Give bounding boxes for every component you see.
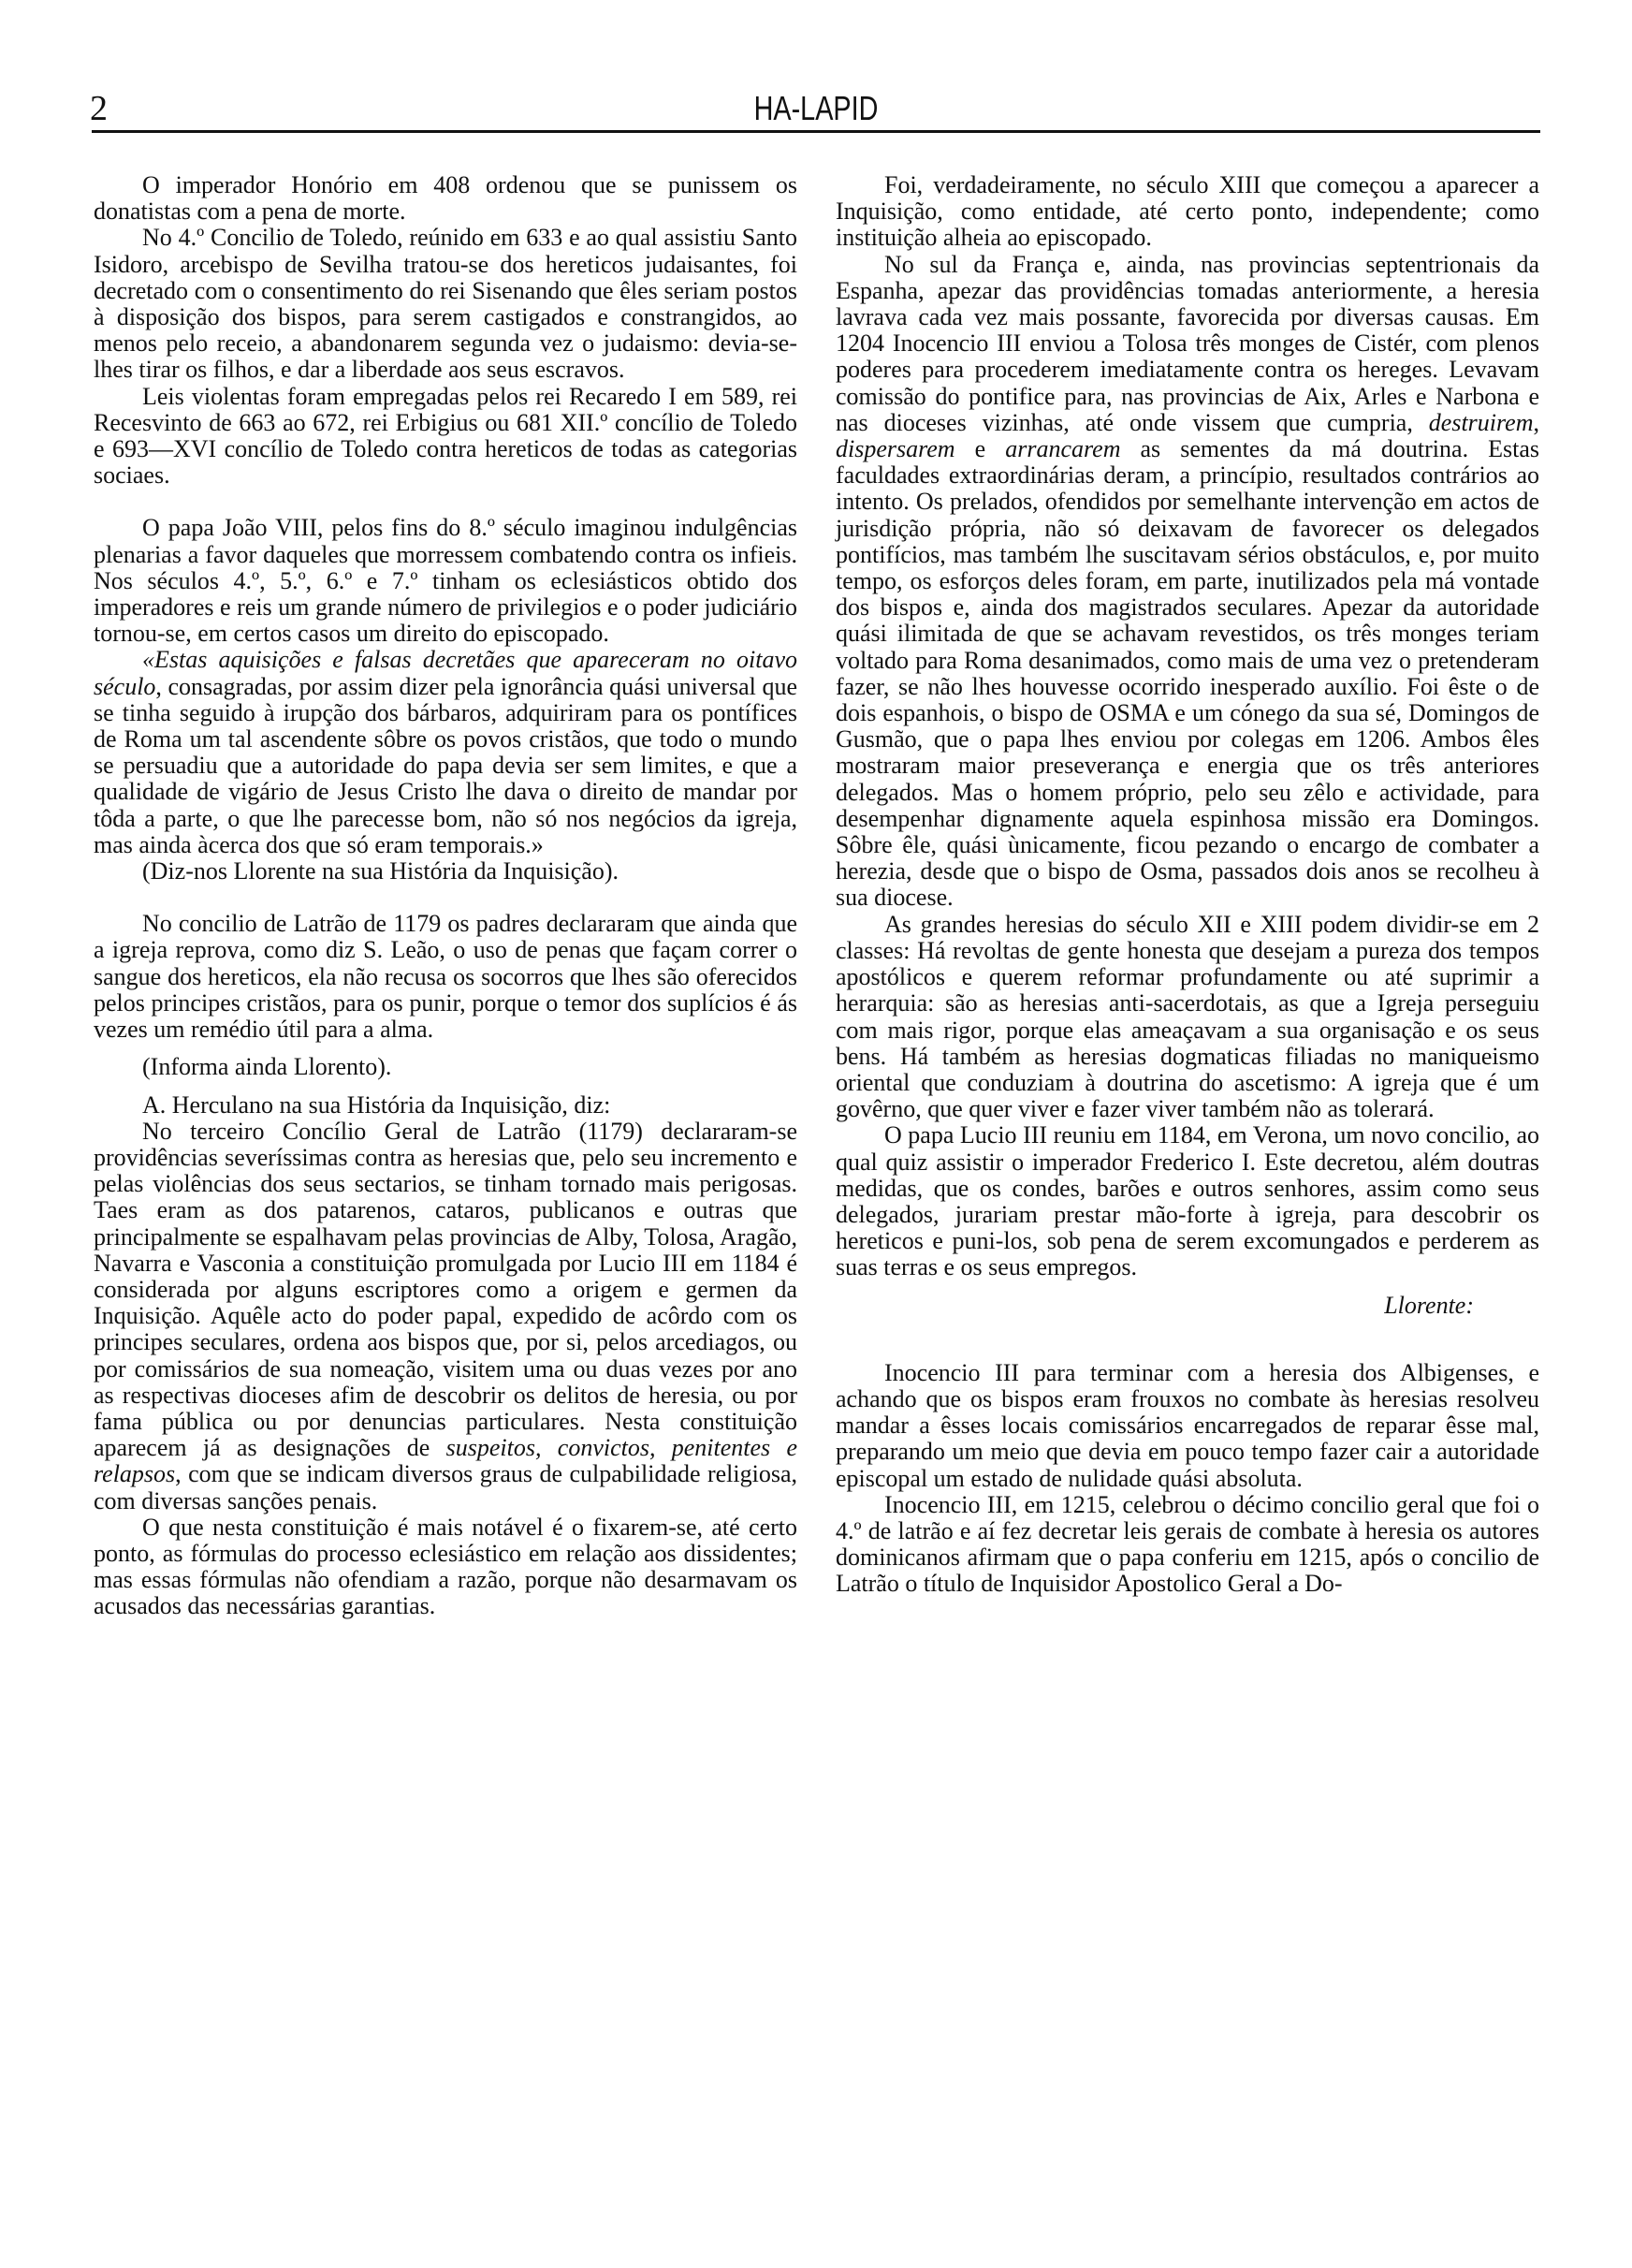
italic-phrase: «Estas aquisições e falsas decretães que apareceram no oitavo século xyxy=(94,646,797,700)
paragraph xyxy=(836,252,1539,912)
page-number: 2 xyxy=(90,89,108,128)
quote-paragraph xyxy=(94,1119,797,1514)
text-run: No terceiro Concílio Geral de Latrão (1179) declararam-se providências severíssimas contra as heresias que, pelo seu incremento e pelas violências dos seus sectarios, se tinham tornado mais perigosas. Taes eram as dos patarenos, cataros, publicanos e outras que principalmente se espalhavam pelas provincias de Alby, Tolosa, Aragão, Navarra e Vasconia a constituição promulgada por Lucio III em 1184 é considerada por alguns escriptores como a origem e germen da Inquisição. Aquêle acto do poder papal, expedido de acôrdo com os principes seculares, ordena aos bispos que, por si, pelos arcediagos, ou por comissários de sua nomeação, visitem uma ou duas vezes por ano as respectivas dioceses afim de descobrir os delitos de heresia, ou por fama pública ou por denuncias particulares. Nesta constituição aparecem já as designações de xyxy=(94,1117,797,1462)
paragraph: O imperador Honório em 408 ordenou que se punissem os donatistas com a pena de morte. xyxy=(94,171,797,226)
paragraph: O papa Lucio III reuniu em 1184, em Verona, um novo concilio, ao qual quiz assistir o imperador Frederico I. Este decretou, além doutras medidas, que os condes, barões e outros senhores, assim como seus delegados, jurariam prestar mão-forte à igreja, para descobrir os hereticos e puni-los, sob pena de serem excomungados e perderem as suas terras e os seus empregos. xyxy=(836,1121,1539,1281)
left-column xyxy=(94,172,797,1620)
paragraph: Foi, verdadeiramente, no século XIII que começou a aparecer a Inquisição, como entidade, até certo ponto, independente; como instituição alheia ao episcopado. xyxy=(836,171,1539,252)
paragraph: A. Herculano na sua História da Inquisição, diz: xyxy=(142,1090,611,1119)
paragraph: No 4.º Concilio de Toledo, reúnido em 633 e ao qual assistiu Santo Isidoro, arcebispo de Sevilha tratou-se dos hereticos judaisantes, foi decretado com o consentimento do rei Sisenando que êles seriam postos à disposição dos bispos, para serem castigados e constrangidos, ao menos pelo receio, a abandonarem segunda vez o judaismo: devia-se-lhes tirar os filhos, e dar a liberdade aos seus escravos. xyxy=(94,224,797,384)
citation: (Diz-nos Llorente na sua História da Inquisição). xyxy=(142,857,619,885)
paragraph: No concilio de Latrão de 1179 os padres declararam que ainda que a igreja reprova, como diz S. Leão, o uso de penas que façam correr o sangue dos hereticos, ela não recusa os socorros que lhes são oferecidos pelos principes cristãos, para os punir, porque o temor dos suplícios é ás vezes um remédio útil para a alma. xyxy=(94,910,797,1044)
italic-phrase: arrancarem xyxy=(1005,435,1121,463)
right-column xyxy=(836,172,1539,1598)
text-run: , consagradas, por assim dizer pela ignorância quási universal que se tinha seguido à irupção dos bárbaros, adquiriram para os pontífices de Roma um tal ascendente sôbre os povos cristãos, que todo o mundo se persuadiu que a autoridade do papa devia ser sem limites, e que a qualidade de vigário de Jesus Cristo lhe dava o direito de mandar por tôda a parte, o que lhe parecesse bom, não só nos negócios da igreja, mas ainda àcerca dos que só eram temporais.» xyxy=(94,672,797,858)
quote-paragraph xyxy=(94,647,797,858)
paragraph: Inocencio III para terminar com a heresia dos Albigenses, e achando que os bispos eram frouxos no combate às heresias resolveu mandar a êsses locais comissários encarregados de reparar êsse mal, preparando um meio que devia em pouco tempo fazer cair a autoridade episcopal um estado de nulidade quási absoluta. xyxy=(836,1358,1539,1492)
text-run: , xyxy=(1533,408,1539,436)
author-signature: Llorente: xyxy=(1384,1291,1474,1319)
italic-phrase: destruirem xyxy=(1428,408,1534,436)
masthead-title: HA-LAPID xyxy=(753,89,879,127)
text-run: No sul da França e, ainda, nas provincias septentrionais da Espanha, apezar das providências tomadas anteriormente, a heresia lavrava cada vez mais possante, favorecida por diversas causas. Em 1204 Inocencio III enviou a Tolosa três monges de Cistér, com plenos poderes para procederem imediatamente contra os hereges. Levavam comissão do pontifice para, nas provincias de Aix, Arles e Narbona e nas dioceses vizinhas, até onde vissem que cumpria, xyxy=(836,250,1539,436)
paragraph: Leis violentas foram empregadas pelos rei Recaredo I em 589, rei Recesvinto de 663 ao 672, rei Erbigius ou 681 XII.º concílio de Toledo e 693—XVI concílio de Toledo contra hereticos de todas as categorias sociaes. xyxy=(94,382,797,490)
header-rule xyxy=(92,130,1540,133)
paragraph: As grandes heresias do século XII e XIII podem dividir-se em 2 classes: Há revoltas de gente honesta que desejam a pureza dos tempos apostólicos e querem reformar profundamente ou até suprimir a herarquia: são as heresias anti-sacerdotais, as que a Igreja perseguiu com mais rigor, porque elas ameaçavam a sua organisação e os seus bens. Há também as heresias dogmaticas filiadas no maniqueismo oriental que conduziam à doutrina do ascetismo: A igreja que é um govêrno, que quer viver e fazer viver também não as tolerará. xyxy=(836,910,1539,1123)
paragraph: O papa João VIII, pelos fins do 8.º século imaginou indulgências plenarias a favor daqueles que morressem combatendo contra os infieis. Nos séculos 4.º, 5.º, 6.º e 7.º tinham os eclesiásticos obtido dos imperadores e reis um grande número de privilegios e o poder judiciário tornou-se, em certos casos um direito do episcopado. xyxy=(94,514,797,648)
italic-phrase: suspeitos, convictos, penitentes e relapsos xyxy=(94,1434,797,1488)
text-run: , com que se indicam diversos graus de culpabilidade religiosa, com diversas sanções penais. xyxy=(94,1460,797,1514)
paragraph: Inocencio III, em 1215, celebrou o décimo concilio geral que foi o 4.º de latrão e aí fez decretar leis gerais de combate à heresia os autores dominicanos afirmam que o papa conferiu em 1215, após o concilio de Latrão o título de Inquisidor Apostolico Geral a Do- xyxy=(836,1490,1539,1598)
citation: (Informa ainda Llorento). xyxy=(142,1053,392,1081)
italic-phrase: dispersarem xyxy=(836,435,955,463)
text-run: e xyxy=(954,435,1006,463)
text-run: as sementes da má doutrina. Estas faculdades extraordinárias deram, a princípio, resultados contrários ao intento. Os prelados, ofendidos por semelhante intervenção em actos de jurisdição própria, não só deixavam de favorecer os delegados pontifícios, mas também lhe suscitavam sérios obstáculos, e, por muito tempo, os esforços deles foram, em parte, inutilizados pela má vontade dos bispos e, ainda dos magistrados seculares. Apezar da autoridade quási ilimitada de que se achavam revestidos, os três monges teriam voltado para Roma desanimados, como mais de uma vez o pretenderam fazer, se não lhes houvesse ocorrido inesperado auxílio. Foi êste o de dois espanhois, o bispo de OSMA e um cónego da sua sé, Domingos de Gusmão, que o papa lhes enviou por colegas em 1206. Ambos êles mostraram maior preseverança e energia que os três anteriores delegados. Mas o homem próprio, pelo seu zêlo e actividade, para desempenhar dignamente aquela espinhosa missão era Domingos. Sôbre êle, quási ùnicamente, ficou pezando o encargo de combater a herezia, desde que o bispo de Osma, passados dois anos se recolheu à sua diocese. xyxy=(836,435,1539,912)
paragraph: O que nesta constituição é mais notável é o fixarem-se, até certo ponto, as fórmulas do processo eclesiástico em relação aos dissidentes; mas essas fórmulas não ofendiam a razão, porque não desarmavam os acusados das necessárias garantias. xyxy=(94,1513,797,1620)
